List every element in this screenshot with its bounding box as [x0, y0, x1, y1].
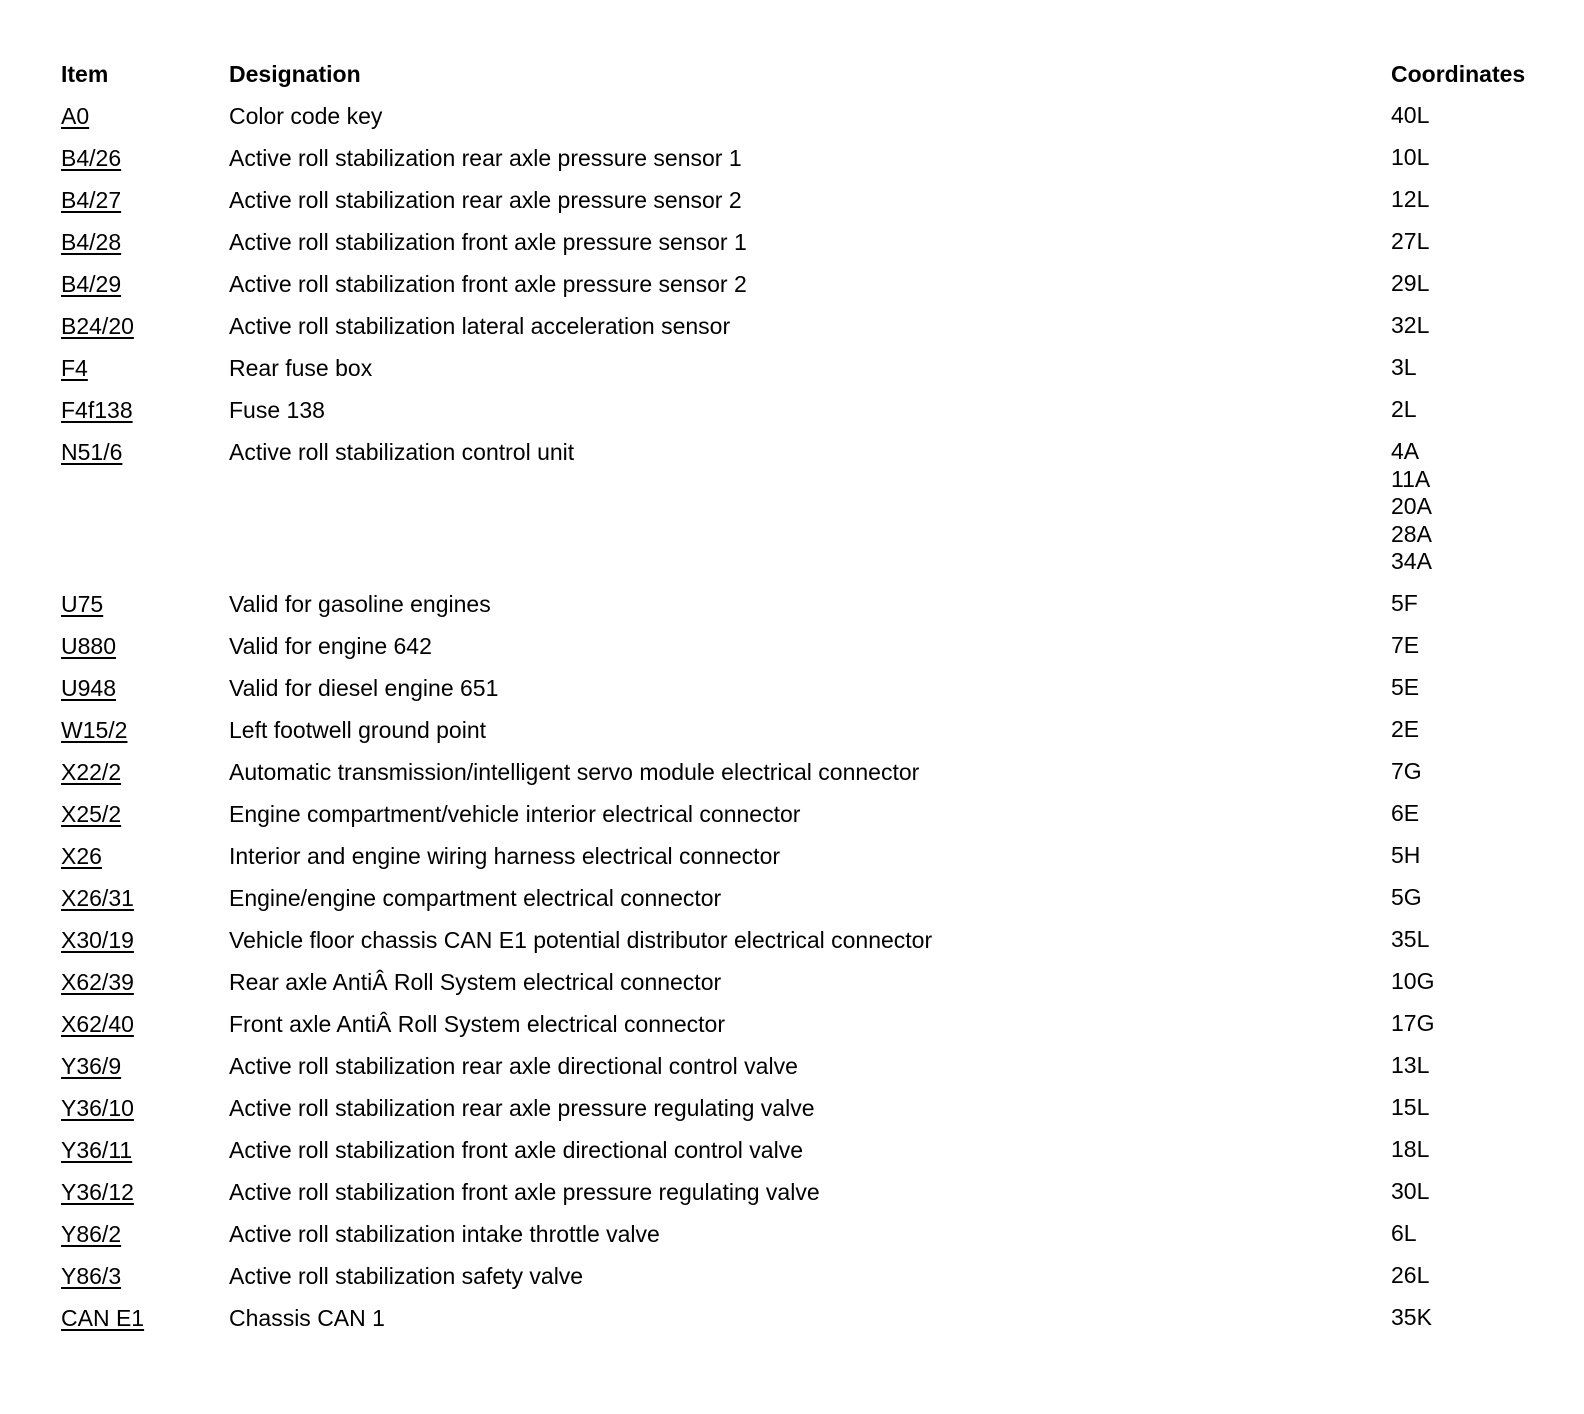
coordinates-list [1391, 800, 1551, 828]
designation-cell: Active roll stabilization lateral acceleration sensor [229, 313, 731, 339]
coordinates-list [1391, 842, 1551, 870]
designation-cell: Valid for engine 642 [229, 632, 432, 659]
coordinates-list [1391, 144, 1551, 172]
coordinates-cell [1391, 800, 1551, 828]
coordinates-list [1391, 1136, 1551, 1164]
coordinates-list [1391, 186, 1551, 214]
designation-cell: Valid for gasoline engines [229, 590, 491, 617]
table-row [61, 438, 1551, 576]
designation-cell: Active roll stabilization front axle directional control valve [229, 1136, 803, 1163]
designation-cell: Rear fuse box [229, 355, 373, 381]
item-link[interactable]: X22/2 [61, 758, 122, 785]
item-link[interactable]: Y36/10 [61, 1094, 134, 1121]
item-cell [61, 270, 229, 298]
coordinates-list [1391, 632, 1551, 660]
item-cell [61, 632, 229, 660]
item-link[interactable]: Y36/12 [61, 1178, 134, 1205]
coordinate-value: 15L [1391, 1093, 1430, 1120]
coordinates-list [1391, 228, 1551, 256]
coordinates-list [1391, 1052, 1551, 1080]
table-row [61, 716, 1551, 744]
coordinate-value: 10G [1391, 967, 1435, 994]
table-row [61, 1178, 1551, 1206]
designation-cell: Front axle AntiÂ Roll System electrical connector [229, 1010, 725, 1037]
coordinates-cell [1391, 354, 1551, 382]
designation-cell: Rear axle AntiÂ Roll System electrical connector [229, 968, 722, 995]
component-legend-table [61, 60, 1551, 1346]
item-cell [61, 438, 229, 466]
coordinate-value: 3L [1391, 354, 1417, 380]
coordinates-cell [1391, 926, 1551, 954]
coordinates-cell [1391, 1010, 1551, 1038]
item-link[interactable]: Y36/9 [61, 1052, 122, 1079]
table-row [61, 312, 1551, 340]
item-cell [61, 590, 229, 618]
coordinate-value: 5G [1391, 883, 1422, 910]
table-row [61, 1094, 1551, 1122]
coordinates-cell [1391, 842, 1551, 870]
item-link[interactable]: N51/6 [61, 439, 123, 465]
item-cell [61, 758, 229, 786]
coordinate-value: 29L [1391, 270, 1430, 296]
item-link[interactable]: X30/19 [61, 926, 134, 953]
coordinates-list [1391, 926, 1551, 954]
item-cell [61, 884, 229, 912]
coordinate-value: 26L [1391, 1261, 1430, 1288]
designation-cell: Color code key [229, 103, 383, 129]
designation-cell: Chassis CAN 1 [229, 1304, 385, 1331]
coordinate-value: 32L [1391, 312, 1430, 338]
item-cell [61, 1304, 229, 1332]
table-row [61, 926, 1551, 954]
coordinates-column-header: Coordinates [1391, 61, 1526, 87]
designation-cell: Active roll stabilization rear axle directional control valve [229, 1052, 798, 1079]
table-row [61, 632, 1551, 660]
coordinates-list [1391, 312, 1551, 340]
coordinates-cell [1391, 1136, 1551, 1164]
coordinate-value: 18L [1391, 1135, 1430, 1162]
table-row [61, 144, 1551, 172]
designation-cell: Active roll stabilization rear axle pressure sensor 2 [229, 187, 742, 213]
coordinates-cell [1391, 674, 1551, 702]
item-link[interactable]: B4/28 [61, 229, 122, 255]
designation-cell: Active roll stabilization safety valve [229, 1262, 584, 1289]
coordinates-cell [1391, 632, 1551, 660]
item-link[interactable]: B4/27 [61, 187, 122, 213]
item-link[interactable]: U948 [61, 674, 116, 701]
coordinates-list [1391, 674, 1551, 702]
coordinate-value: 17G [1391, 1009, 1435, 1036]
table-row [61, 396, 1551, 424]
coordinates-list [1391, 102, 1551, 130]
item-cell [61, 968, 229, 996]
table-row [61, 1136, 1551, 1164]
table-row [61, 1262, 1551, 1290]
coordinate-value: 10L [1391, 144, 1430, 170]
item-link[interactable]: F4 [61, 355, 88, 381]
table-row [61, 842, 1551, 870]
item-link[interactable]: X62/40 [61, 1010, 134, 1037]
coordinates-cell [1391, 186, 1551, 214]
item-link[interactable]: U75 [61, 590, 104, 617]
designation-cell: Engine compartment/vehicle interior electrical connector [229, 800, 801, 827]
designation-cell: Interior and engine wiring harness electrical connector [229, 842, 781, 869]
table-row [61, 884, 1551, 912]
coordinates-list [1391, 354, 1551, 382]
coordinates-list [1391, 590, 1551, 618]
coordinates-cell [1391, 1052, 1551, 1080]
coordinates-list [1391, 884, 1551, 912]
designation-cell: Valid for diesel engine 651 [229, 674, 499, 701]
coordinates-list [1391, 270, 1551, 298]
coordinates-list [1391, 438, 1551, 576]
coordinate-value: 6E [1391, 799, 1420, 826]
coordinates-cell [1391, 312, 1551, 340]
designation-cell: Fuse 138 [229, 397, 325, 423]
coordinates-list [1391, 1178, 1551, 1206]
table-row [61, 800, 1551, 828]
coordinates-list [1391, 758, 1551, 786]
table-row [61, 1010, 1551, 1038]
table-row [61, 228, 1551, 256]
item-link[interactable]: B24/20 [61, 313, 134, 339]
coordinate-value: 7G [1391, 757, 1422, 784]
coordinates-cell [1391, 102, 1551, 130]
coordinate-value: 5F [1391, 589, 1418, 616]
coordinate-value: 6L [1391, 1219, 1417, 1246]
item-cell [61, 1136, 229, 1164]
item-link[interactable]: A0 [61, 103, 90, 129]
coordinates-list [1391, 1010, 1551, 1038]
item-cell [61, 842, 229, 870]
coordinates-cell [1391, 590, 1551, 618]
item-link[interactable]: Y36/11 [61, 1136, 133, 1163]
item-cell [61, 1220, 229, 1248]
item-link[interactable]: W15/2 [61, 716, 128, 743]
coordinate-value: 12L [1391, 186, 1430, 212]
item-link[interactable]: B4/29 [61, 271, 122, 297]
table-row [61, 1052, 1551, 1080]
item-link[interactable]: X25/2 [61, 800, 122, 827]
coordinate-value: 2L [1391, 396, 1417, 422]
coordinates-cell [1391, 758, 1551, 786]
table-row [61, 674, 1551, 702]
item-cell [61, 716, 229, 744]
coordinates-cell [1391, 270, 1551, 298]
table-row [61, 968, 1551, 996]
designation-cell: Active roll stabilization rear axle pressure regulating valve [229, 1094, 815, 1121]
coordinates-list [1391, 396, 1551, 424]
item-cell [61, 1052, 229, 1080]
coordinate-value: 30L [1391, 1177, 1430, 1204]
item-link[interactable]: X62/39 [61, 968, 134, 995]
table-body [61, 102, 1551, 1332]
coordinate-value: 2E [1391, 715, 1420, 742]
coordinate-value: 5H [1391, 841, 1421, 868]
coordinate-value: 4A [1391, 438, 1420, 464]
table-row [61, 1220, 1551, 1248]
item-link[interactable]: X26 [61, 842, 102, 869]
designation-cell: Active roll stabilization intake throttle valve [229, 1220, 660, 1247]
designation-cell: Active roll stabilization rear axle pressure sensor 1 [229, 145, 742, 171]
item-cell [61, 396, 229, 424]
designation-cell: Active roll stabilization control unit [229, 439, 575, 465]
coordinate-value: 5E [1391, 673, 1420, 700]
item-link[interactable]: U880 [61, 632, 116, 659]
coordinate-value: 40L [1391, 102, 1430, 128]
item-cell [61, 144, 229, 172]
designation-cell: Left footwell ground point [229, 716, 487, 743]
item-cell [61, 926, 229, 954]
coordinates-cell [1391, 716, 1551, 744]
coordinates-list [1391, 1220, 1551, 1248]
item-cell [61, 228, 229, 256]
coordinate-value: 11A [1391, 465, 1431, 492]
table-row [61, 270, 1551, 298]
item-cell [61, 1094, 229, 1122]
coordinate-value: 28A [1391, 520, 1432, 547]
coordinate-value: 7E [1391, 631, 1420, 658]
table-row [61, 590, 1551, 618]
coordinates-cell [1391, 1262, 1551, 1290]
item-cell [61, 102, 229, 130]
designation-cell: Automatic transmission/intelligent servo module electrical connector [229, 758, 920, 785]
coordinates-cell [1391, 884, 1551, 912]
designation-cell: Active roll stabilization front axle pressure sensor 1 [229, 229, 747, 255]
table-header-row [61, 60, 1551, 88]
coordinates-cell [1391, 1220, 1551, 1248]
coordinates-cell [1391, 396, 1551, 424]
designation-cell: Active roll stabilization front axle pressure sensor 2 [229, 271, 747, 297]
coordinates-cell [1391, 438, 1551, 576]
table-row [61, 102, 1551, 130]
coordinate-value: 27L [1391, 228, 1430, 254]
item-link[interactable]: X26/31 [61, 884, 134, 911]
coordinate-value: 35L [1391, 925, 1430, 952]
coordinate-value: 13L [1391, 1051, 1430, 1078]
item-cell [61, 354, 229, 382]
item-link[interactable]: CAN E1 [61, 1304, 145, 1331]
designation-cell: Engine/engine compartment electrical connector [229, 884, 722, 911]
coordinates-list [1391, 968, 1551, 996]
coordinates-cell [1391, 968, 1551, 996]
coordinates-cell [1391, 1094, 1551, 1122]
table-row [61, 354, 1551, 382]
coordinates-cell [1391, 144, 1551, 172]
coordinates-list [1391, 1094, 1551, 1122]
item-link[interactable]: F4f138 [61, 397, 133, 423]
item-cell [61, 800, 229, 828]
coordinates-cell [1391, 228, 1551, 256]
coordinates-list [1391, 1262, 1551, 1290]
coordinate-value: 35K [1391, 1303, 1432, 1330]
table-row [61, 186, 1551, 214]
designation-cell: Active roll stabilization front axle pressure regulating valve [229, 1178, 820, 1205]
coordinates-cell [1391, 1304, 1551, 1332]
table-row [61, 1304, 1551, 1332]
item-cell [61, 674, 229, 702]
item-cell [61, 1178, 229, 1206]
item-link[interactable]: B4/26 [61, 145, 122, 171]
coordinates-list [1391, 716, 1551, 744]
designation-cell: Vehicle floor chassis CAN E1 potential distributor electrical connector [229, 926, 933, 953]
table-row [61, 758, 1551, 786]
designation-column-header: Designation [229, 61, 361, 87]
item-cell [61, 312, 229, 340]
coordinate-value: 20A [1391, 493, 1432, 519]
item-link[interactable]: Y86/2 [61, 1220, 122, 1247]
item-link[interactable]: Y86/3 [61, 1262, 122, 1289]
coordinates-cell [1391, 1178, 1551, 1206]
item-cell [61, 1010, 229, 1038]
coordinate-value: 34A [1391, 548, 1432, 574]
item-cell [61, 1262, 229, 1290]
coordinates-list [1391, 1304, 1551, 1332]
item-column-header: Item [61, 61, 109, 87]
item-cell [61, 186, 229, 214]
